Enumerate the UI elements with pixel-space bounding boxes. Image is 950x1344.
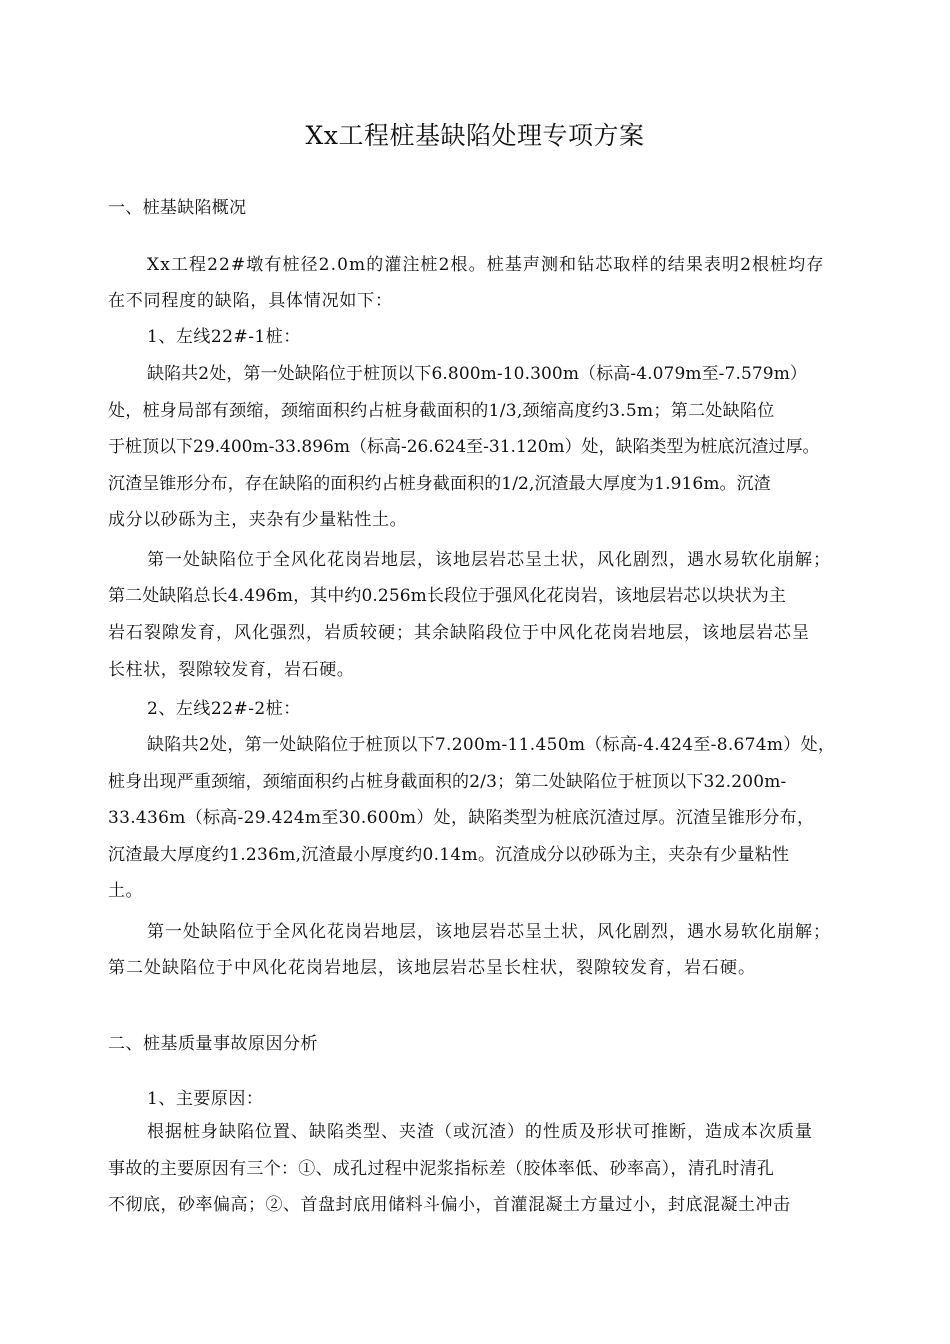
paragraph-line: 处，桩身局部有颈缩，颈缩面积约占桩身截面积的1/3,颈缩高度约3.5m；第二处缺陷位 [108,401,775,421]
paragraph-line: 缺陷共2处，第一处缺陷位于桩顶以下6.800m-10.300m（标高-4.079m至-7.579m） [147,364,808,384]
paragraph-line: 事故的主要原因有三个：①、成孔过程中泥浆指标差（胶体率低、砂率高），清孔时清孔 [108,1159,775,1179]
paragraph-line: 桩身出现严重颈缩，颈缩面积约占桩身截面积的2/3；第二处缺陷位于桩顶以下32.200m- [108,772,787,792]
subsection-heading: 1、主要原因： [147,1089,264,1109]
paragraph-line: 成分以砂砾为主，夹杂有少量粘性土。 [108,510,408,530]
subsection-heading: 1、左线22#-1桩： [147,327,301,347]
paragraph-line: 于桩顶以下29.400m-33.896m（标高-26.624至-31.120m）处，缺陷类型为桩底沉渣过厚。 [108,437,820,457]
paragraph-line: 缺陷共2处，第一处缺陷位于桩顶以下7.200m-11.450m（标高-4.424至-8.674m）处， [147,735,836,755]
document-title: Xx工程桩基缺陷处理专项方案 [305,121,645,150]
paragraph-line: 沉渣最大厚度约1.236m,沉渣最小厚度约0.14m。沉渣成分以砂砾为主，夹杂有少量粘性 [108,845,790,865]
paragraph-line: 长柱状，裂隙较发育，岩石硬。 [108,660,355,680]
paragraph-line: 根据桩身缺陷位置、缺陷类型、夹渣（或沉渣）的性质及形状可推断，造成本次质量 [147,1122,813,1142]
paragraph-line: 第二处缺陷总长4.496m，其中约0.256m长段位于强风化花岗岩，该地层岩芯以块状为主 [108,586,786,606]
subsection-heading: 2、左线22#-2桩： [147,699,301,719]
paragraph-line: Xx工程22#墩有桩径2.0m的灌注桩2根。桩基声测和钻芯取样的结果表明2根桩均存 [147,255,825,275]
paragraph-line: 土。 [108,881,143,901]
paragraph-line: 33.436m（标高-29.424m至30.600m）处，缺陷类型为桩底沉渣过厚。沉渣呈锥形分布， [108,808,815,828]
paragraph-line: 沉渣呈锥形分布，存在缺陷的面积约占桩身截面积的1/2,沉渣最大厚度为1.916m。沉渣 [108,474,771,494]
section-heading-2: 二、桩基质量事故原因分析 [108,1034,318,1054]
paragraph-line: 在不同程度的缺陷，具体情况如下： [108,291,393,311]
section-heading-1: 一、桩基缺陷概况 [108,198,247,218]
paragraph-line: 岩石裂隙发育，风化强烈，岩质较硬；其余缺陷段位于中风化花岗岩地层，该地层岩芯呈 [108,623,810,643]
paragraph-line: 第二处缺陷位于中风化花岗岩地层，该地层岩芯呈长柱状，裂隙较发育，岩石硬。 [108,958,756,978]
paragraph-line: 第一处缺陷位于全风化花岗岩地层，该地层岩芯呈土状，风化剧烈，遇水易软化崩解； [147,550,831,570]
paragraph-line: 不彻底，砂率偏高；②、首盘封底用储料斗偏小，首灌混凝土方量过小，封底混凝土冲击 [108,1195,791,1215]
paragraph-line: 第一处缺陷位于全风化花岗岩地层，该地层岩芯呈土状，风化剧烈，遇水易软化崩解； [147,922,831,942]
